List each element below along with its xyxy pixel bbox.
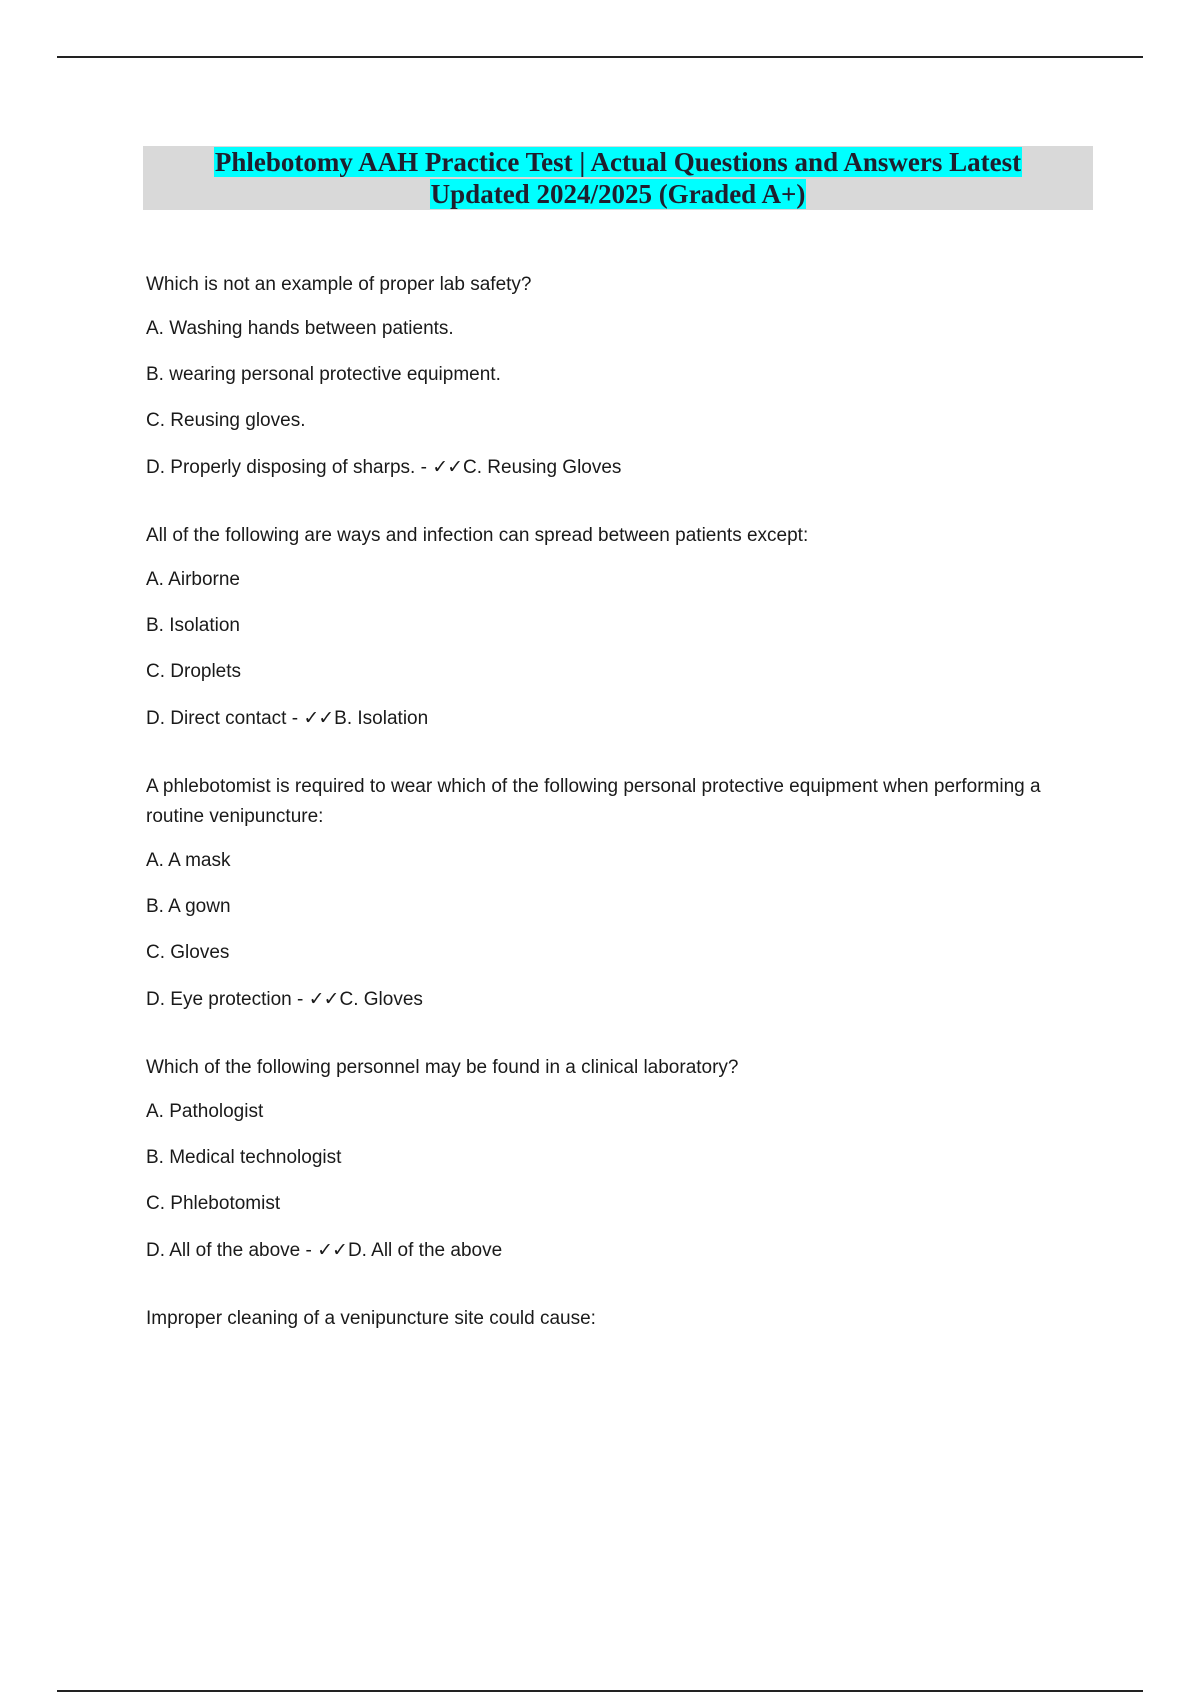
- option-d-with-answer: [146, 986, 1046, 1013]
- option-b: B. Medical technologist: [146, 1147, 342, 1168]
- question-4: [146, 1053, 1046, 1264]
- option-b: B. Isolation: [146, 615, 240, 636]
- question-text: Which is not an example of proper lab safety?: [146, 274, 532, 295]
- option-b: B. A gown: [146, 896, 231, 917]
- option-a: A. Washing hands between patients.: [146, 318, 454, 339]
- option-a: A. Airborne: [146, 569, 240, 590]
- option-c: C. Reusing gloves.: [146, 410, 306, 431]
- question-3: [146, 772, 1046, 1013]
- questions-list: [146, 270, 1046, 1374]
- option-d: D. Direct contact -: [146, 708, 304, 729]
- option-d: D. Eye protection -: [146, 989, 309, 1010]
- option-c: C. Gloves: [146, 942, 230, 963]
- question-text: Improper cleaning of a venipuncture site could cause:: [146, 1308, 596, 1329]
- answer-text: C. Gloves: [339, 989, 423, 1010]
- bottom-rule: [57, 1690, 1143, 1692]
- answer-text: C. Reusing Gloves: [463, 457, 622, 478]
- answer-text: D. All of the above: [347, 1240, 503, 1261]
- double-check-icon: ✓✓: [317, 1239, 347, 1261]
- option-a: A. Pathologist: [146, 1101, 264, 1122]
- option-d-with-answer: [146, 705, 1046, 732]
- option-d-with-answer: [146, 1237, 1046, 1264]
- option-c: C. Droplets: [146, 661, 242, 682]
- option-c: C. Phlebotomist: [146, 1193, 281, 1214]
- question-text: All of the following are ways and infection can spread between patients except:: [146, 525, 809, 546]
- question-text: Which of the following personnel may be found in a clinical laboratory?: [146, 1057, 739, 1078]
- title-line-1: [143, 146, 1093, 178]
- option-d: D. All of the above -: [146, 1240, 318, 1261]
- title-line-1-text: Phlebotomy AAH Practice Test | Actual Questions and Answers Latest: [214, 147, 1022, 177]
- option-b: B. wearing personal protective equipment.: [146, 364, 501, 385]
- double-check-icon: ✓✓: [308, 988, 339, 1010]
- option-a: A. A mask: [146, 850, 231, 871]
- option-d: D. Properly disposing of sharps. -: [146, 457, 433, 478]
- title-line-2-text: Updated 2024/2025 (Graded A+): [430, 179, 806, 209]
- double-check-icon: ✓✓: [303, 707, 334, 729]
- top-rule: [57, 56, 1143, 58]
- question-2: [146, 521, 1046, 732]
- document-title-box: [143, 146, 1093, 210]
- double-check-icon: ✓✓: [432, 456, 463, 478]
- title-line-2: [143, 178, 1093, 210]
- question-text: A phlebotomist is required to wear which of the following personal protective equipment when performing a routine venipuncture:: [146, 776, 1041, 827]
- question-5: [146, 1304, 1046, 1334]
- answer-text: B. Isolation: [334, 708, 429, 729]
- option-d-with-answer: [146, 454, 1046, 481]
- question-1: [146, 270, 1046, 481]
